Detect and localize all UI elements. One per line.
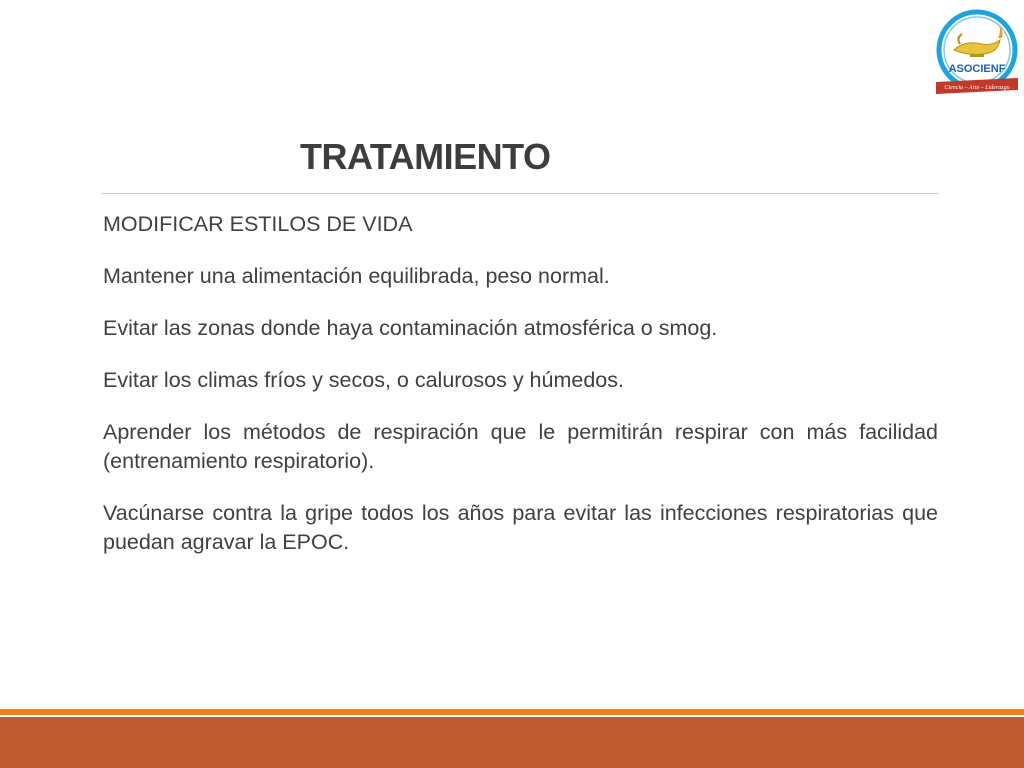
logo-graphic [934,6,1020,100]
body-paragraph: Evitar las zonas donde haya contaminación atmosférica o smog. [103,316,718,340]
footer-accent-band [0,709,1024,715]
body-paragraph: Mantener una alimentación equilibrada, peso normal. [103,264,610,288]
logo-name: ASOCIENF [948,63,1006,75]
logo-motto: Ciencia – Arte – Liderazgo [944,85,1010,91]
title-divider [102,193,938,194]
body-paragraph: Evitar los climas fríos y secos, o calurosos y húmedos. [103,368,624,392]
body-paragraph: MODIFICAR ESTILOS DE VIDA [103,212,413,236]
slide-body [103,210,938,580]
body-paragraph: Aprender los métodos de respiración que le permitirán respirar con más facilidad (entrenamiento respiratorio). [103,420,938,473]
asocienf-logo [934,6,1020,100]
footer-band [0,717,1024,768]
slide-title: TRATAMIENTO [300,136,551,177]
body-paragraph: Vacúnarse contra la gripe todos los años para evitar las infecciones respiratorias que puedan agravar la EPOC. [103,501,938,554]
